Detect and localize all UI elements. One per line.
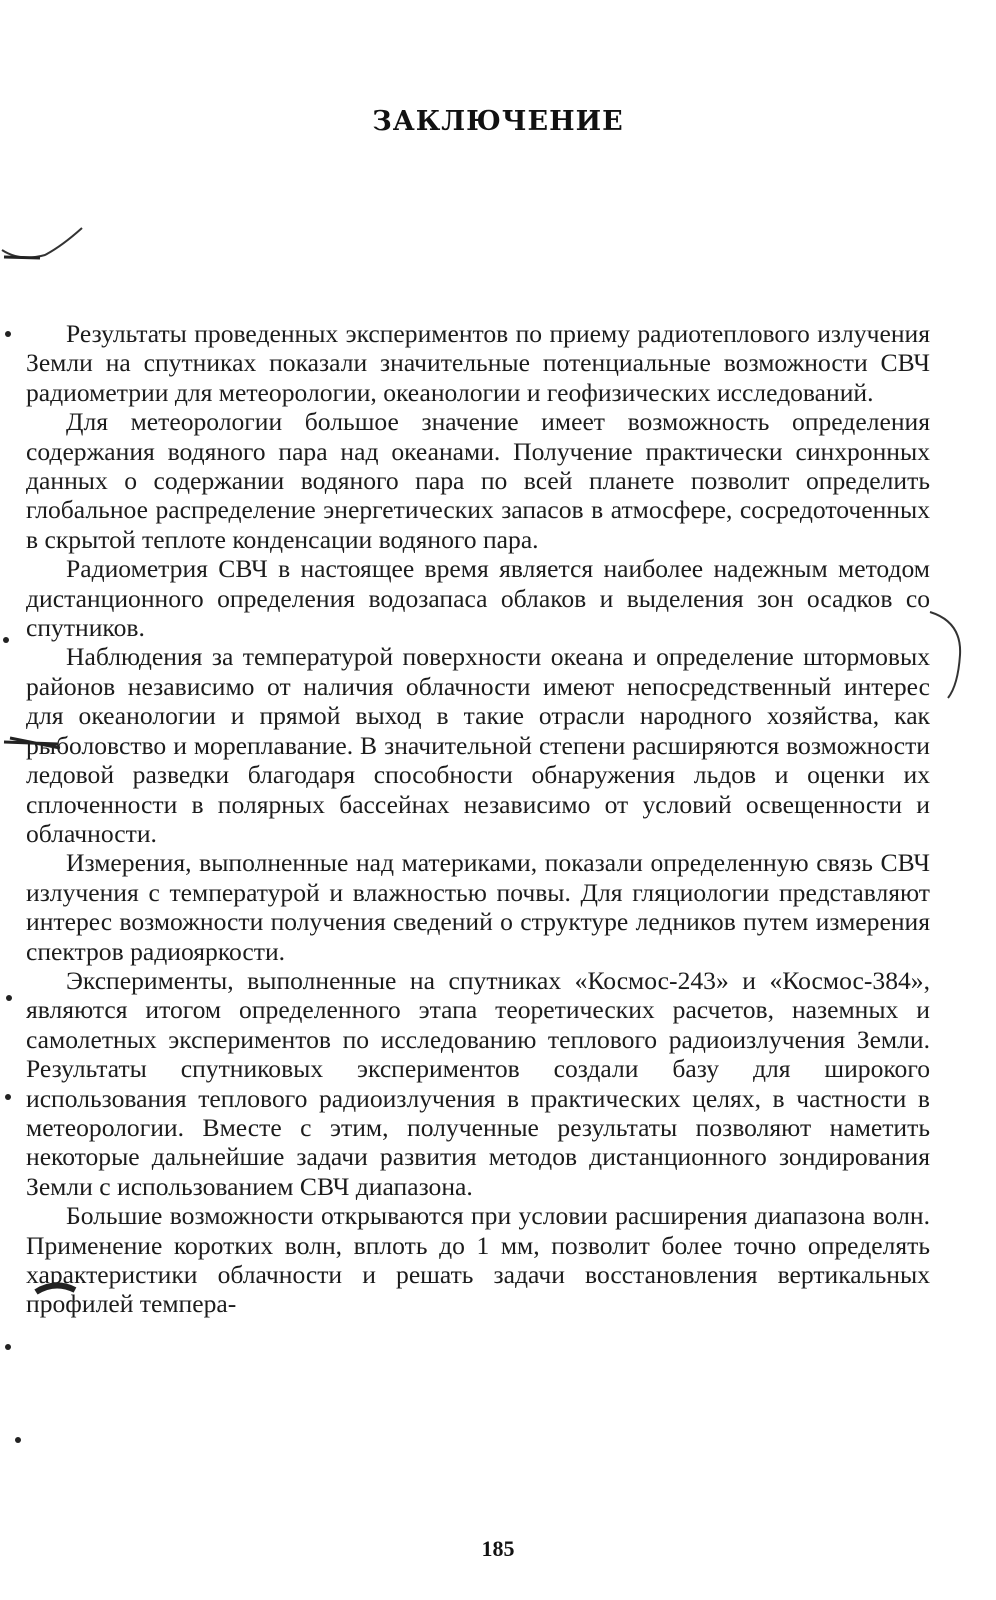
paragraph-7: Большие возможности открываются при условии расширения диапазона волн. Применение коротких волн, вплоть до 1 мм, позволит более точно определять характеристики облачности и решать задачи восстановления вертикальных профилей темпера-: [26, 1201, 930, 1319]
paragraph-2: Для метеорологии большое значение имеет возможность определения содержания водяного пара над океанами. Получение практически синхронных данных о содержании водяного пара по всей планете позволит определить глобальное распределение энергетических запасов в атмосфере, сосредоточенных в скрытой теплоте конденсации водяного пара.: [26, 407, 930, 554]
page-number: 185: [481, 1536, 515, 1561]
pencil-stroke-mark: [4, 257, 40, 258]
paragraph-1: Результаты проведенных экспериментов по приему радиотеплового излучения Земли на спутниках показали значительные потенциальные возможности СВЧ радиометрии для метеорологии, океанологии и геофизических исследований.: [26, 319, 930, 407]
dot-mark: [3, 637, 9, 643]
scribble-mark-2: [36, 1285, 75, 1292]
scribble-mark: [4, 738, 60, 748]
pencil-squiggle-mark: [2, 228, 82, 258]
bracket-mark: [930, 612, 960, 698]
dot-mark: [5, 1094, 11, 1100]
paragraph-3: Радиометрия СВЧ в настоящее время является наиболее надежным методом дистанционного определения водозапаса облаков и выделения зон осадков со спутников.: [26, 554, 930, 643]
dot-mark: [6, 995, 12, 1001]
dot-mark: [5, 331, 11, 337]
dot-mark: [5, 1344, 11, 1350]
paragraph-5: Измерения, выполненные над материками, показали определенную связь СВЧ излучения с температурой и влажностью почвы. Для гляциологии представляют интерес возможности получения сведений о структуре ледников путем измерения спектров радиояркости.: [26, 848, 930, 966]
paragraph-4: Наблюдения за температурой поверхности океана и определение штормовых районов независимо от наличия облачности имеют непосредственный интерес для океанологии и прямой выход в такие отрасли народного хозяйства, как рыболовство и мореплавание. В значительной степени расширяются возможности ледовой разведки благодаря способности обнаружения льдов и оценки их сплоченности в полярных бассейнах независимо от условий освещенности и облачности.: [26, 642, 930, 848]
chapter-heading: ЗАКЛЮЧЕНИЕ: [372, 106, 624, 137]
dot-mark: [15, 1437, 21, 1443]
paragraph-6: Эксперименты, выполненные на спутниках «Космос-243» и «Космос-384», являются итогом определенного этапа теоретических расчетов, наземных и самолетных экспериментов по исследованию теплового радиоизлучения Земли. Результаты спутниковых экспериментов создали базу для широкого использования теплового радиоизлучения в практических целях, в частности в метеорологии. Вместе с этим, полученные результаты позволяют наметить некоторые дальнейшие задачи развития методов дистанционного зондирования Земли с использованием СВЧ диапазона.: [26, 965, 930, 1201]
